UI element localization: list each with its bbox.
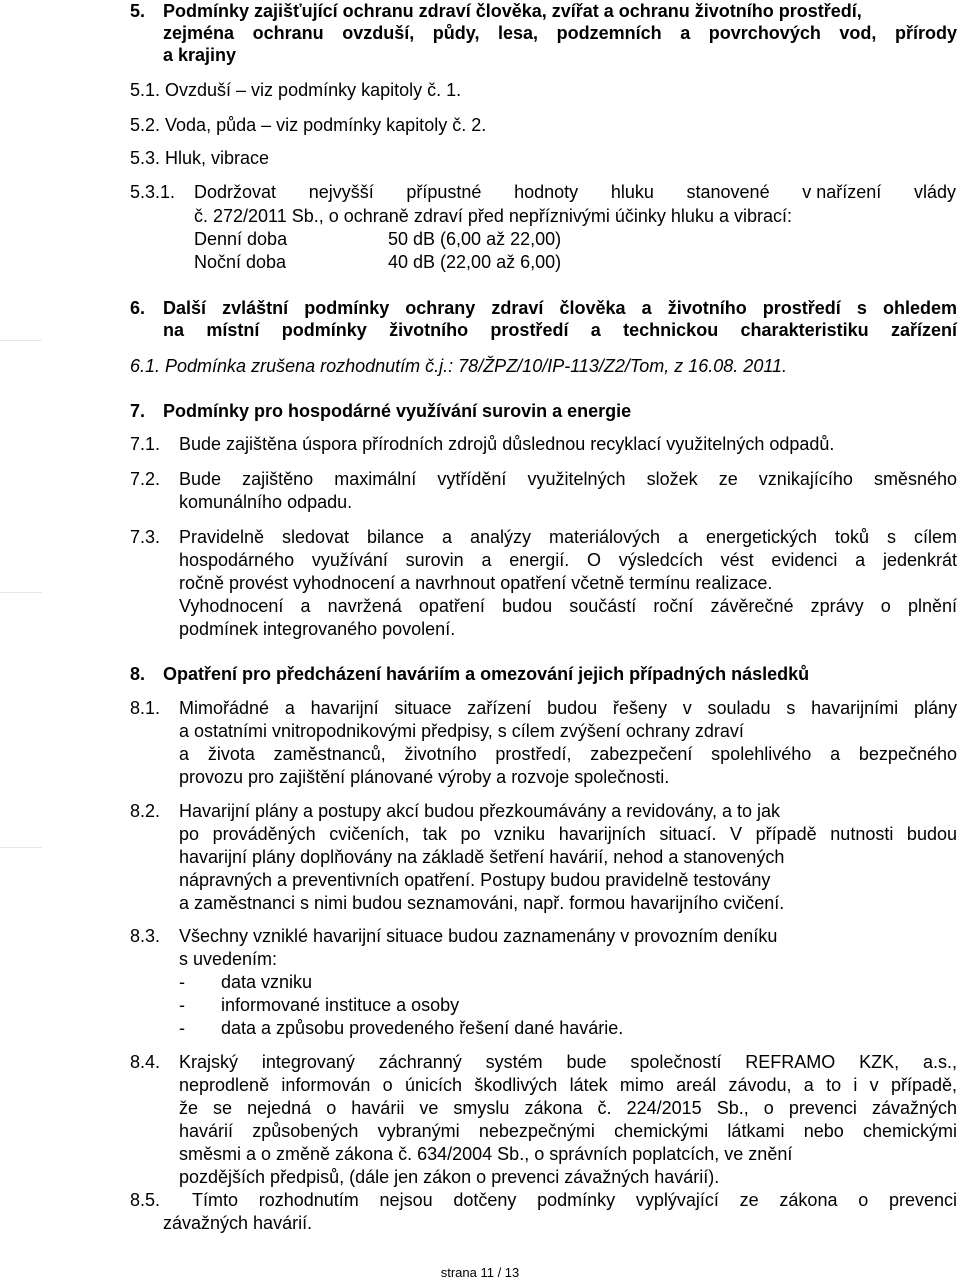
item-8-5-line: závažných havárií. xyxy=(163,1213,313,1233)
section-6-number: 6. xyxy=(130,298,146,318)
item-8-4-number: 8.4. xyxy=(130,1052,161,1072)
item-7-3-line: podmínek integrovaného povolení. xyxy=(179,619,456,639)
item-8-5-line: Tímto rozhodnutím nejsou dotčeny podmínky vyplývající ze zákona o prevenci xyxy=(192,1190,957,1210)
margin-mark xyxy=(0,340,42,341)
word: přípustné xyxy=(406,182,482,202)
item-5-3-1-line xyxy=(194,181,956,203)
item-5-3-1-number: 5.3.1. xyxy=(130,182,176,202)
word: v nařízení xyxy=(802,182,882,202)
item-8-1-number: 8.1. xyxy=(130,698,161,718)
item-8-4-line: pozdějších předpisů, (dále jen zákon o prevenci závažných havárií). xyxy=(179,1167,720,1187)
item-5-3-1-line: č. 272/2011 Sb., o ochraně zdraví před nepříznivými účinky hluku a vibrací: xyxy=(194,206,792,226)
item-7-3-line: hospodárného využívání surovin a energií. O výsledcích vést evidenci a jedenkrát xyxy=(179,550,957,570)
item-8-1-line: a ostatními vnitropodnikovými předpisy, s cílem zvýšení ochrany zdraví xyxy=(179,721,744,741)
bullet-item: informované instituce a osoby xyxy=(221,995,460,1015)
bullet-dash: - xyxy=(179,972,185,992)
item-7-2-number: 7.2. xyxy=(130,469,161,489)
section-6-heading: Další zvláštní podmínky ochrany zdraví člověka a životního prostředí s ohledem xyxy=(163,298,957,318)
section-7-heading: Podmínky pro hospodárné využívání surovin a energie xyxy=(163,401,632,421)
item-5-3: 5.3. Hluk, vibrace xyxy=(130,148,270,168)
item-8-4-line: že se nejedná o havárii ve smyslu zákona č. 224/2015 Sb., o prevenci závažných xyxy=(179,1098,957,1118)
item-7-3-line: Pravidelně sledovat bilance a analýzy materiálových a energetických toků s cílem xyxy=(179,527,957,547)
item-8-3-line: s uvedením: xyxy=(179,949,278,969)
item-7-1-number: 7.1. xyxy=(130,434,161,454)
noise-day-value: 50 dB (6,00 až 22,00) xyxy=(388,229,562,249)
bullet-item: data vzniku xyxy=(221,972,313,992)
margin-mark xyxy=(0,847,42,848)
item-5-1: 5.1. Ovzduší – viz podmínky kapitoly č. 1. xyxy=(130,80,462,100)
noise-night-label: Noční doba xyxy=(194,252,287,272)
item-8-4-line: Krajský integrovaný záchranný systém bude společností REFRAMO KZK, a.s., xyxy=(179,1052,957,1072)
item-8-1-line: provozu pro zajištění plánované výroby a rozvoje společnosti. xyxy=(179,767,670,787)
item-7-3-line: Vyhodnocení a navržená opatření budou součástí roční závěrečné zprávy o plnění xyxy=(179,596,957,616)
item-8-4-line: havárií způsobených vybranými nebezpečnými chemickými látkami nebo chemickými xyxy=(179,1121,957,1141)
section-6-heading: na místní podmínky životního prostředí a technickou charakteristiku zařízení xyxy=(163,320,957,340)
item-8-1-line: Mimořádné a havarijní situace zařízení budou řešeny v souladu s havarijními plány xyxy=(179,698,957,718)
item-7-1: Bude zajištěna úspora přírodních zdrojů důslednou recyklací využitelných odpadů. xyxy=(179,434,835,454)
section-7-number: 7. xyxy=(130,401,146,421)
section-5-number: 5. xyxy=(130,1,146,21)
item-8-3-line: Všechny vzniklé havarijní situace budou zaznamenány v provozním deníku xyxy=(179,926,778,946)
section-5-heading: Podmínky zajišťující ochranu zdraví člověka, zvířat a ochranu životního prostředí, xyxy=(163,1,862,21)
item-8-2-number: 8.2. xyxy=(130,801,161,821)
section-8-number: 8. xyxy=(130,664,146,684)
word: hodnoty xyxy=(514,182,579,202)
item-8-2-line: havarijní plány doplňovány na základě šetření havárií, nehod a stanovených xyxy=(179,847,785,867)
word: stanovené xyxy=(686,182,770,202)
item-8-2-line: a zaměstnanci s nimi budou seznamováni, např. formou havarijního cvičení. xyxy=(179,893,785,913)
word: Dodržovat xyxy=(194,182,277,202)
item-8-2-line: nápravných a preventivních opatření. Postupy budou pravidelně testovány xyxy=(179,870,771,890)
section-5-heading: zejména ochranu ovzduší, půdy, lesa, podzemních a povrchových vod, přírody xyxy=(163,23,957,43)
noise-day-label: Denní doba xyxy=(194,229,288,249)
bullet-dash: - xyxy=(179,1018,185,1038)
item-7-3-number: 7.3. xyxy=(130,527,161,547)
word: vlády xyxy=(913,182,956,202)
margin-mark xyxy=(0,592,42,593)
item-8-2-line: po prováděných cvičeních, tak po vzniku havarijních situací. V případě nutnosti budou xyxy=(179,824,957,844)
item-5-2: 5.2. Voda, půda – viz podmínky kapitoly č. 2. xyxy=(130,115,487,135)
bullet-item: data a způsobu provedeného řešení dané havárie. xyxy=(221,1018,624,1038)
item-6-1: 6.1. Podmínka zrušena rozhodnutím č.j.: 78/ŽPZ/10/IP-113/Z2/Tom, z 16.08. 2011. xyxy=(130,356,788,376)
word: nejvyšší xyxy=(308,182,374,202)
item-7-2-line: Bude zajištěno maximální vytřídění využitelných složek ze vznikajícího směsného xyxy=(179,469,957,489)
item-8-4-line: neprodleně informován o únicích škodlivých látek mimo areál závodu, a to i v případě, xyxy=(179,1075,957,1095)
page-number: strana 11 / 13 xyxy=(440,1265,520,1280)
section-8-heading: Opatření pro předcházení haváriím a omezování jejich případných následků xyxy=(163,664,810,684)
item-8-3-number: 8.3. xyxy=(130,926,161,946)
item-8-5-number: 8.5. xyxy=(130,1190,161,1210)
item-7-3-line: ročně provést vyhodnocení a navrhnout opatření včetně termínu realizace. xyxy=(179,573,773,593)
bullet-dash: - xyxy=(179,995,185,1015)
item-8-1-line: a života zaměstnanců, životního prostředí, zabezpečení spolehlivého a bezpečného xyxy=(179,744,957,764)
noise-night-value: 40 dB (22,00 až 6,00) xyxy=(388,252,562,272)
section-5-heading: a krajiny xyxy=(163,45,237,65)
word: hluku xyxy=(610,182,654,202)
item-7-2-line: komunálního odpadu. xyxy=(179,492,353,512)
item-8-2-line: Havarijní plány a postupy akcí budou přezkoumávány a revidovány, a to jak xyxy=(179,801,781,821)
item-8-4-line: směsmi a o změně zákona č. 634/2004 Sb., o správních poplatcích, ve znění xyxy=(179,1144,793,1164)
